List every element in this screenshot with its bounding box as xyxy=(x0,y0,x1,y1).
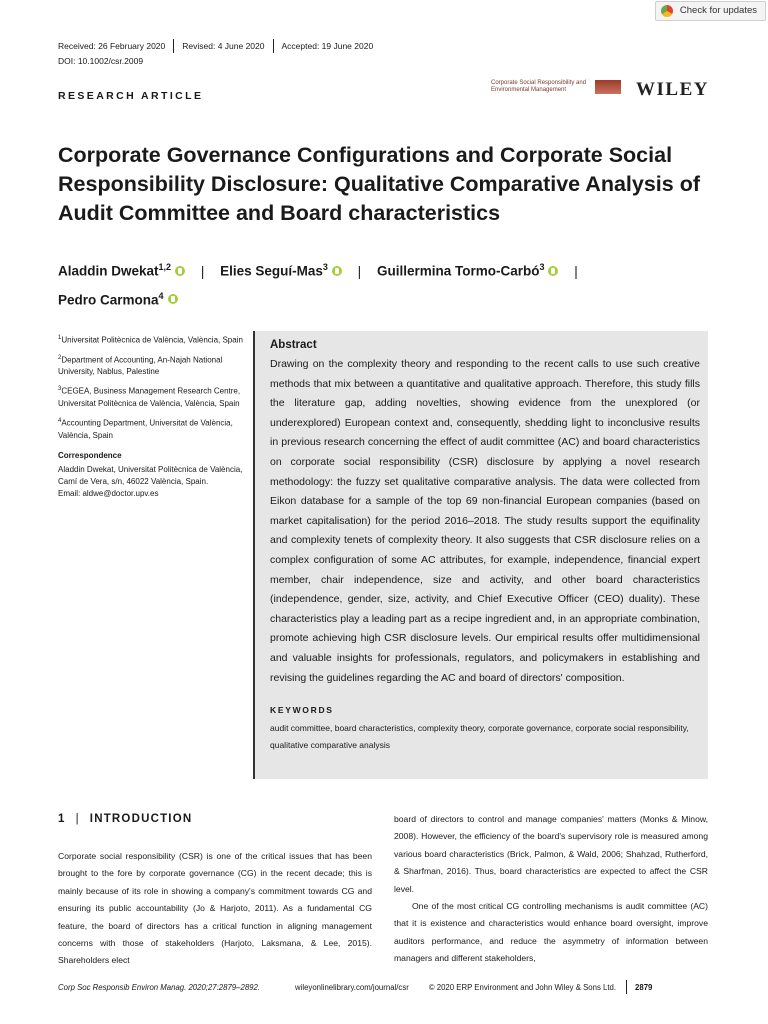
body-column-right xyxy=(394,811,708,968)
accepted-date: Accepted: 19 June 2020 xyxy=(281,41,374,51)
affiliation: $^2$Department of Accounting, An-Najah National University, Nablus, Palestine xyxy=(58,354,223,377)
author-separator: | xyxy=(574,263,578,279)
abstract-text: Drawing on the complexity theory and responding to the recent calls to use such creative methods that mix between a quantitative and qualitative approach. Therefore, this study fills the literature gap, adding novelties, showing evidence from the unexplored (or underexplored) European context and, consequently, shedding light to inconclusive results in previous research concerning the effect of audit committee (AC) and board characteristics on corporate social responsibility (CSR) disclosure by applying a novel research methodology: the fuzzy set qualitative comparative analysis. The data were collected from Eikon database for a sample of the top 69 non-financial European companies (based on market capitalisation) for the period 2016–2018. The study results support the equifinality and complexity tenets of complexity theory. It also suggests that CSR disclosure relies on a complex configuration of some AC attributes, for example, independence, financial expert member, chair independence, size and activity, and other board characteristics (independence, gender, size, activity, and Chief Executive Officer (CEO) duality). These characteristics play a leading part as a recipe ingredient and, in an appropriate combination, promote achieving high CSR disclosure levels. Our empirical results offer multidimensional and valuable insights for professionals, regulators, and policymakers in establishing and revising the guidelines regarding the AC and board of directors' composition. xyxy=(270,358,700,684)
affiliation: $^4$Accounting Department, Universitat de València, València, Spain xyxy=(58,417,233,440)
divider xyxy=(626,980,627,994)
journal-logo-text: Corporate Social Responsibility and Environmental Management xyxy=(491,80,587,93)
orcid-icon[interactable] xyxy=(175,266,185,276)
correspondence-email[interactable]: Email: aldwe@doctor.upv.es xyxy=(58,488,159,498)
keywords-list: audit committee, board characteristics, complexity theory, corporate governance, corporate social responsibility, qualitative comparative analysis xyxy=(270,723,689,751)
check-updates-label: Check for updates xyxy=(679,5,757,16)
check-for-updates-button[interactable] xyxy=(655,1,766,21)
correspondence-address: Aladdin Dwekat, Universitat Politècnica de València, Camí de Vera, s/n, 46022 València, Spain. xyxy=(58,464,243,486)
article-type: RESEARCH ARTICLE xyxy=(58,90,204,102)
article-dates xyxy=(58,39,373,53)
divider xyxy=(273,39,274,53)
affiliation: $^1$Universitat Politècnica de València, València, Spain xyxy=(58,335,243,345)
page-footer xyxy=(58,980,708,994)
author-name[interactable]: Aladdin Dwekat xyxy=(58,263,159,279)
section-title: INTRODUCTION xyxy=(89,813,193,825)
body-paragraph: Corporate social responsibility (CSR) is one of the critical issues that has been brought to the fore by corporate governance (CG) in the recent decade; this is mainly because of its role in showing a company's commitment towards CG and ensuring its public accountability (Jo & Harjoto, 2011). As a fundamental CG feature, the board of directors has a critical function in aligning management concerns with those of stakeholders (Harjoto, Laksmana, & Lee, 2015). Shareholders elect xyxy=(58,851,372,966)
crossmark-icon xyxy=(661,5,673,17)
keywords-heading: KEYWORDS xyxy=(270,705,334,716)
page-number: 2879 xyxy=(635,982,653,992)
correspondence-heading: Correspondence xyxy=(58,450,122,460)
divider xyxy=(173,39,174,53)
author-affiliation-mark: 3 xyxy=(322,262,328,272)
received-date: Received: 26 February 2020 xyxy=(58,41,166,51)
section-separator: | xyxy=(75,813,80,825)
orcid-icon[interactable] xyxy=(332,266,342,276)
footer-url[interactable]: wileyonlinelibrary.com/journal/csr xyxy=(295,982,409,992)
author-name[interactable]: Elies Seguí-Mas xyxy=(220,263,323,279)
body-paragraph: board of directors to control and manage companies' matters (Monks & Minow, 2008). However, the efficiency of the board's supervisory role is measured among various board characteristics (Brick, Palmon, & Wald, 2006; Shahzad, Rutherford, & Sharfman, 2016). Thus, board characteristics are expected to affect the CSR level. xyxy=(394,814,708,894)
abstract-heading: Abstract xyxy=(270,339,317,351)
author-name[interactable]: Guillermina Tormo-Carbó xyxy=(376,263,540,279)
orcid-icon[interactable] xyxy=(168,294,178,304)
journal-logo[interactable] xyxy=(491,80,627,102)
footer-citation: Corp Soc Responsib Environ Manag. 2020;27:2879–2892. xyxy=(58,982,260,992)
orcid-icon[interactable] xyxy=(548,266,558,276)
affiliation: $^3$CEGEA, Business Management Research Centre, Universitat Politècnica de València, València, Spain xyxy=(58,386,241,408)
doi[interactable]: DOI: 10.1002/csr.2009 xyxy=(58,56,144,66)
footer-copyright: © 2020 ERP Environment and John Wiley & Sons Ltd. xyxy=(428,982,617,992)
author-list xyxy=(58,255,718,312)
body-paragraph: One of the most critical CG controlling mechanisms is audit committee (AC) that it is existence and characteristics would enhance board oversight, improve auditors performance, and reduce the asymmetry of information between managers and different stakeholders, xyxy=(394,901,708,964)
article-title: Corporate Governance Configurations and Corporate Social Responsibility Disclosure: Qualitative Comparative Analysis of Audit Committee and Board characteristics xyxy=(58,143,700,225)
publisher-logo[interactable]: WILEY xyxy=(636,79,709,100)
affiliations xyxy=(58,332,243,500)
author-separator: | xyxy=(200,263,205,279)
body-column-left xyxy=(58,848,372,970)
section-number: 1 xyxy=(58,813,66,825)
author-affiliation-mark: 1,2 xyxy=(158,262,172,272)
revised-date: Revised: 4 June 2020 xyxy=(182,41,265,51)
section-heading xyxy=(58,813,192,825)
author-affiliation-mark: 4 xyxy=(158,290,164,301)
author-affiliation-mark: 3 xyxy=(539,262,545,272)
author-name[interactable]: Pedro Carmona xyxy=(58,292,159,307)
abstract-box xyxy=(253,331,708,779)
author-separator: | xyxy=(357,263,362,279)
journal-cover-thumbnail xyxy=(595,80,621,94)
